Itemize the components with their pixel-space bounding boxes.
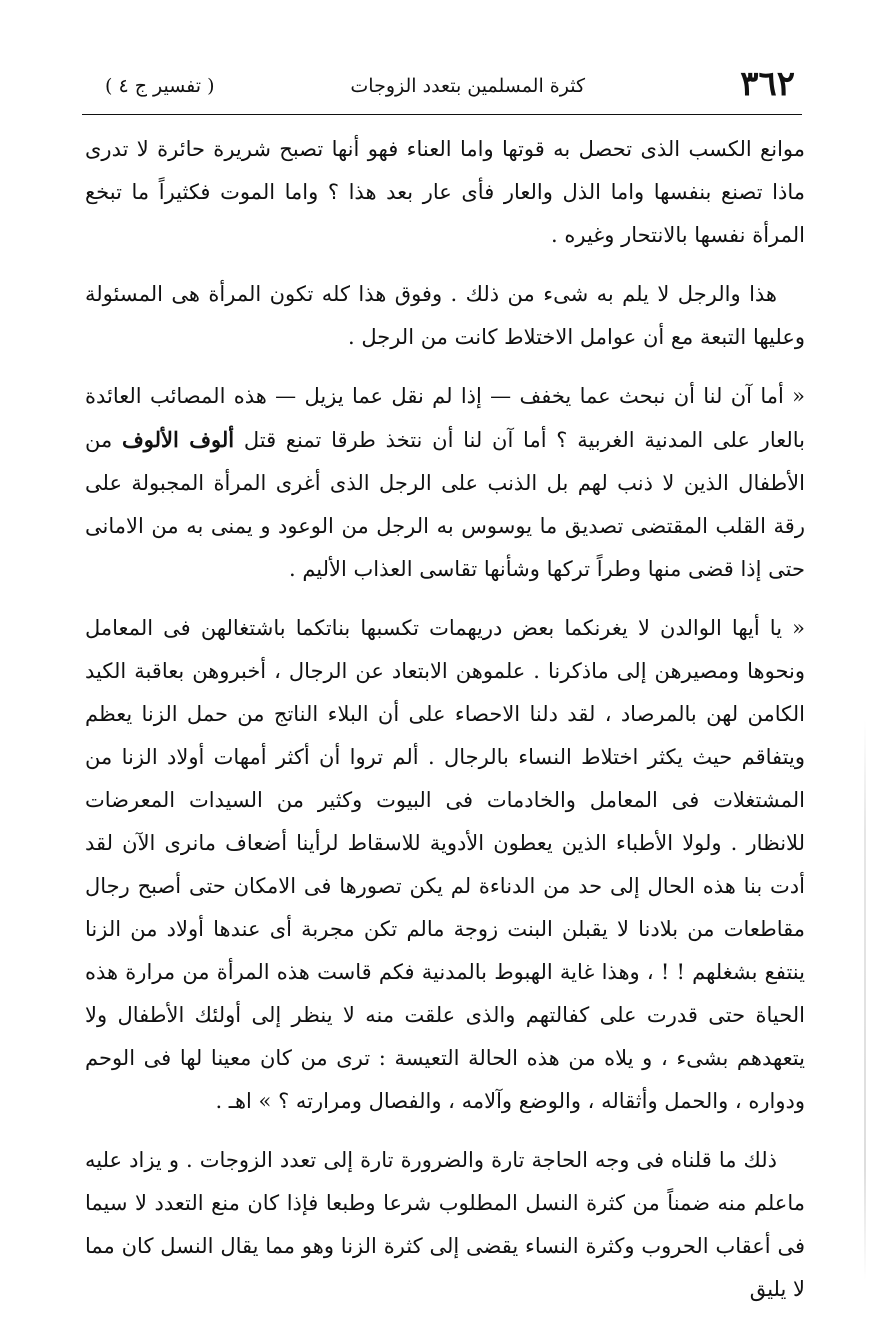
- paragraph-2: [85, 273, 805, 359]
- paragraph-text: « يا أيها الوالدن لا يغرنكما بعض دريهمات تكسبها بناتكما باشتغالهن فى المعامل ونحوها ومصيرهن إلى ماذكرنا . علموهن الابتعاد عن الرجال ، أخبروهن بعاقبة الكيد الكامن لهن بالمرصاد ، لقد دلنا الاحصاء على أن البلاء الناتج من حمل الزنا يعظم ويتفاقم حيث يكثر اختلاط النساء بالرجال . ألم تروا أن أكثر أمهات أولاد الزنا من المشتغلات فى المعامل والخادمات فى البيوت وكثير من السيدات المعرضات للانظار . ولولا الأطباء الذين يعطون الأدوية للاسقاط لرأينا أضعاف مانرى الآن لقد أدت بنا هذه الحال إلى حد من الدناءة لم يكن تصورها فى الامكان حتى أصبح رجال مقاطعات من بلادنا لا يقبلن البنت زوجة مالم تكن مجربة أى عندها أولاد من الزنا ينتفع بشغلهم ! ! ، وهذا غاية الهبوط بالمدنية فكم قاست هذه المرأة من مرارة هذه الحياة حتى قدرت على كفالتهم والذى علقت منه لا ينظر إلى أولئك الأطفال ولا يتعهدهم بشىء ، و يلاه من هذه الحالة التعيسة : ترى من كان معينا لها فى الوحم ودواره ، والحمل وأثقاله ، والوضع وآلامه ، والفصال ومرارته ؟ » اهـ .: [85, 616, 805, 1113]
- paragraph-4-quote: [85, 607, 805, 1123]
- section-reference: ( تفسير ج ٤ ): [105, 75, 215, 97]
- paragraph-text: هذا والرجل لا يلم به شىء من ذلك . وفوق هذا كله تكون المرأة هى المسئولة وعليها التبعة مع أن عوامل الاختلاط كانت من الرجل .: [85, 282, 805, 349]
- paragraph-5: [85, 1139, 805, 1311]
- page-number: ٣٦٢: [740, 64, 795, 104]
- paragraph-text: موانع الكسب الذى تحصل به قوتها واما العناء فهو أنها تصبح شريرة حائرة لا تدرى ماذا تصنع بنفسها واما الذل والعار فأى عار بعد هذا ؟ واما الموت فكثيراً ما تبخع المرأة نفسها بالانتحار وغيره .: [85, 137, 805, 247]
- emphasis-text: ألوف الألوف: [122, 427, 235, 452]
- running-title: كثرة المسلمين بتعدد الزوجات: [350, 75, 585, 97]
- header-divider: [82, 114, 802, 115]
- paragraph-text: « أما آن لنا أن نبحث عما يخفف — إذا لم نقل عما يزيل — هذه المصائب العائدة بالعار على المدنية الغربية ؟ أما آن لنا أن نتخذ طرقا تمنع قتل: [85, 384, 805, 452]
- page-header: [95, 62, 795, 110]
- paragraph-text: ذلك ما قلناه فى وجه الحاجة تارة والضرورة تارة إلى تعدد الزوجات . و يزاد عليه ماعلم منه ضمناً من كثرة النسل المطلوب شرعا وطبعا فإذا كان منع التعدد لا سيما فى أعقاب الحروب وكثرة النساء يقضى إلى كثرة الزنا وهو مما يقال النسل كان مما لا يليق: [85, 1148, 805, 1301]
- paragraph-3-quote: [85, 375, 805, 591]
- scan-edge-mark: [864, 720, 866, 1280]
- paragraph-text-continued: من الأطفال الذين لا ذنب لهم بل الذنب على الرجل الذى أغرى المرأة المجبولة على رقة القلب المقتضى تصديق ما يوسوس به الرجل من الوعود و يمنى به من الامانى حتى إذا قضى منها وطراً تركها وشأنها تقاسى العذاب الأليم .: [85, 428, 805, 581]
- body-text: [85, 128, 805, 1327]
- paragraph-1: [85, 128, 805, 257]
